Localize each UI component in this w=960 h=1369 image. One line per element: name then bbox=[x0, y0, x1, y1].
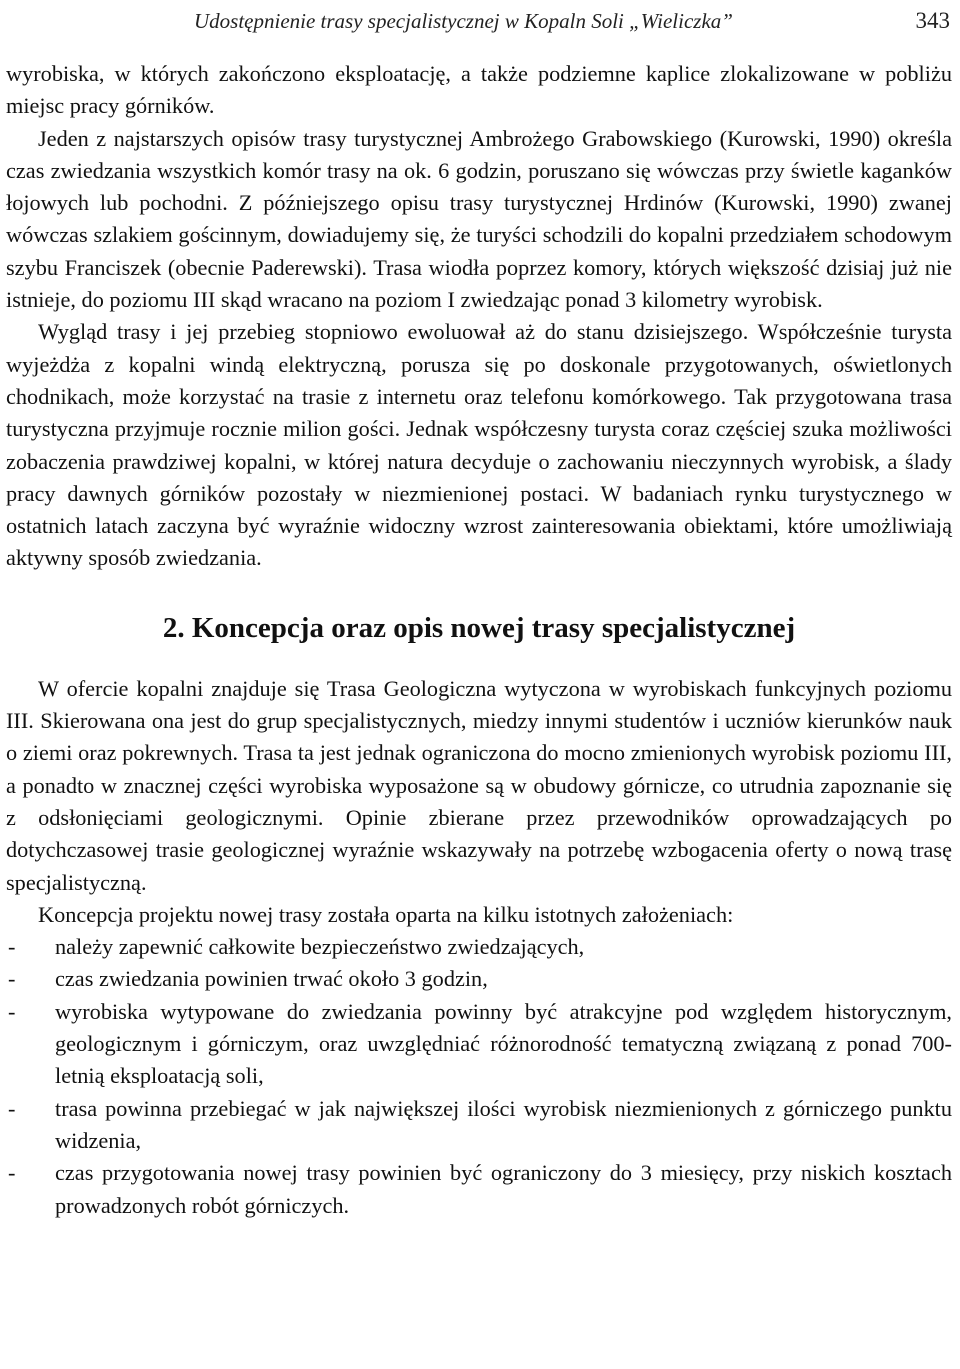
page-number: 343 bbox=[915, 8, 950, 33]
list-dash: - bbox=[8, 1160, 16, 1186]
list-item-text: trasa powinna przebiegać w jak największej ilości wyrobisk niezmienionych z górniczego punktu widzenia, bbox=[55, 1095, 952, 1153]
list-item-text: należy zapewnić całkowite bezpieczeństwo zwiedzających, bbox=[55, 934, 585, 960]
list-item-text: wyrobiska wytypowane do zwiedzania powinny być atrakcyjne pod względem historycznym, geologicznym i górniczym, oraz uwzględniać różnorodność tematyczną związaną z ponad 700-letnią eksploatacją soli, bbox=[55, 998, 952, 1089]
list-item-text: czas zwiedzania powinien trwać około 3 godzin, bbox=[55, 966, 488, 992]
list-dash: - bbox=[8, 998, 16, 1024]
paragraph-modern-tourist: Wygląd trasy i jej przebieg stopniowo ewoluował aż do stanu dzisiejszego. Współcześnie turysta wyjeżdża z kopalni windą elektryczną, porusza się po doskonale przygotowanych, oświetlonych chodnikach, może korzystać na trasie z internetu oraz telefonu komórkowego. Tak przygotowana trasa turystyczna przyjmuje rocznie milion gości. Jednak współczesny turysta coraz częściej szuka możliwości zobaczenia prawdziwej kopalni, w której natura decyduje o zachowaniu nieczynnych wyrobisk, a ślady pracy dawnych górników pozostały w niezmienionej postaci. W badaniach rynku turystycznego w ostatnich latach zaczyna być wyraźnie widoczny wzrost zainteresowania obiektami, które umożliwiają aktywny sposób zwiedzania. bbox=[6, 319, 952, 571]
assumptions-list bbox=[6, 931, 952, 1222]
body-text bbox=[6, 58, 952, 1222]
paragraph-geological-route: W ofercie kopalni znajduje się Trasa Geologiczna wytyczona w wyrobiskach funkcyjnych poziomu III. Skierowana ona jest do grup specjalistycznych, miedzy innymi studentów i uczniów kierunków nauk o ziemi oraz pokrewnych. Trasa ta jest jednak ograniczona do mocno zmienionych wyrobisk poziomu III, a ponadto w znacznej części wyrobiska wyposażone są w obudowy górnicze, co utrudnia zapoznanie się z odsłonięciami geologicznymi. Opinie zbierane przez przewodników oprowadzających po dotychczasowej trasie geologicznej wyraźnie wskazywały na potrzebę wzbogacenia oferty o nową trasę specjalistyczną. bbox=[6, 675, 952, 895]
list-item bbox=[6, 1093, 952, 1158]
list-item bbox=[6, 931, 952, 963]
running-header bbox=[6, 0, 954, 34]
list-item bbox=[6, 1157, 952, 1222]
list-dash: - bbox=[8, 934, 16, 960]
list-dash: - bbox=[8, 1095, 16, 1121]
list-dash: - bbox=[8, 966, 16, 992]
list-item-text: czas przygotowania nowej trasy powinien być ograniczony do 3 miesięcy, przy niskich kosztach prowadzonych robót górniczych. bbox=[55, 1160, 952, 1218]
paragraph-concept-intro: Koncepcja projektu nowej trasy została oparta na kilku istotnych założeniach: bbox=[38, 901, 734, 927]
list-item bbox=[6, 996, 952, 1093]
paragraph-continuation: wyrobiska, w których zakończono eksploatację, a także podziemne kaplice zlokalizowane w pobliżu miejsc pracy górników. bbox=[6, 61, 952, 119]
paragraph-tour-history: Jeden z najstarszych opisów trasy turystycznej Ambrożego Grabowskiego (Kurowski, 1990) określa czas zwiedzania wszystkich komór trasy na ok. 6 godzin, poruszano się wówczas przy świetle kaganków łojowych lub pochodni. Z późniejszego opisu trasy turystycznej Hrdinów (Kurowski, 1990) zwanej wówczas szlakiem gościnnym, dowiadujemy się, że turyści schodzili do kopalni przedziałem schodowym szybu Franciszek (obecnie Paderewski). Trasa wiodła poprzez komory, których większość dzisiaj już nie istnieje, do poziomu III skąd wracano na poziom I zwiedzając ponad 3 kilometry wyrobisk. bbox=[6, 125, 952, 313]
list-item bbox=[6, 963, 952, 995]
section-heading: 2. Koncepcja oraz opis nowej trasy specjalistycznej bbox=[162, 611, 796, 644]
running-title: Udostępnienie trasy specjalistycznej w Kopaln Soli „Wieliczka” bbox=[194, 9, 733, 33]
